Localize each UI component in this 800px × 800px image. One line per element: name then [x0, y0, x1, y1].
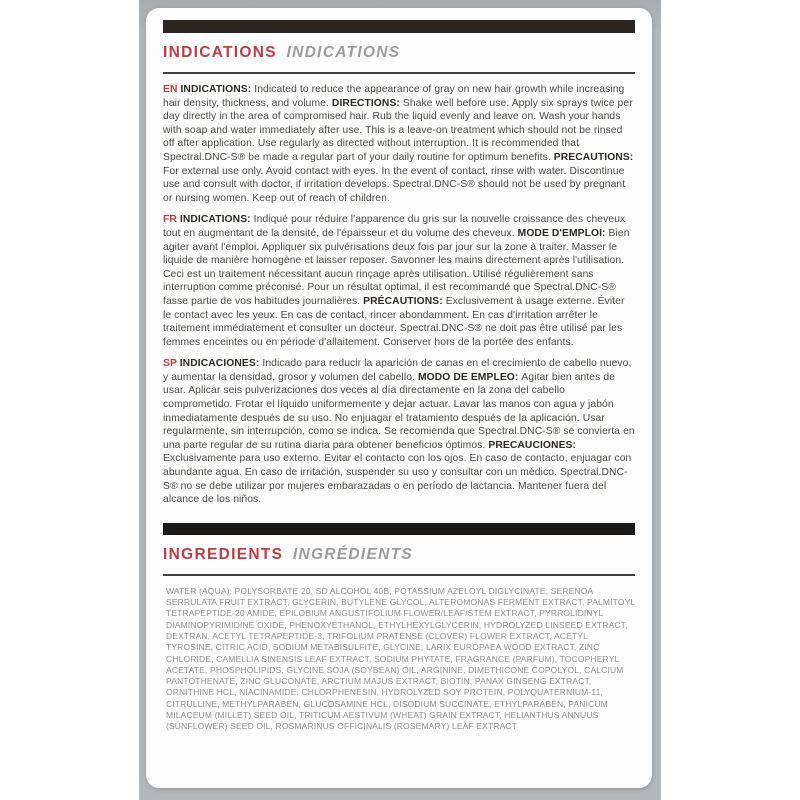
indications-paragraph-sp: SP INDICACIONES: Indicado para reducir la aparición de canas en el crecimiento de cabello nuevo, y aumentar la densidad, grosor y volumen del cabello. MODO DE EMPLEO: Agitar bien antes de usar. Aplicar seis pulverizaciones dos veces al día directamente en la zona del cabello comprometido. Frotar el líquido uniformemente y dejar actuar. Lavar las manos con agua y jabón inmediatamente después de su uso. No enjuagar el tratamiento después de la aplicación. Usar regularmente, sin interrupción, como se indica. Se recomienda que Spectral.DNC-S® se convierta en una parte regular de su rutina diaria para obtener beneficios óptimos. PRECAUCIONES: Exclusivamente para uso externo. Evitar el contacto con los ojos. En caso de contacto, enjuagar con abundante agua. En caso de irritación, suspender su uso y consultar con un médico. Spectral.DNC-S® no se debe utilizar por mujeres embarazadas o en período de lactancia. Mantener fuera del alcance de los niños.: [163, 358, 635, 506]
indications-paragraph-en: EN INDICATIONS: Indicated to reduce the appearance of gray on new hair growth while increasing hair density, thickness, and volume. DIRECTIONS: Shake well before use. Apply six sprays twice per day directly in the area of compromised hair. Rub the liquid evenly and leave on. Wash your hands with soap and water immediately after use. This is a leave-on treatment which should not be rinsed off after application. Use regularly as directed without interruption. It is recommended that Spectral.DNC-S® be made a regular part of your daily routine for optimum benefits. PRECAUTIONS: For external use only. Avoid contact with eyes. In the event of contact, rinse with water. Discontinue use and consult with doctor, if irritation develops. Spectral.DNC-S® should not be used by pregnant or nursing women. Keep out of reach of children.: [163, 84, 634, 204]
indications-heading: [163, 43, 635, 63]
heading-underline: [163, 72, 635, 74]
product-label-card: [146, 8, 652, 788]
indications-title-secondary: INDICATIONS: [286, 44, 401, 61]
section-divider-bar: [163, 523, 635, 535]
section-divider-bar: [163, 20, 635, 33]
indications-paragraph-fr: FR INDICATIONS: Indiqué pour réduire l'apparence du gris sur la nouvelle croissance des cheveux tout en augmentant de la densité, de l'épaisseur et du volume des cheveux. MODE D'EMPLOI: Bien agiter avant l'emploi. Appliquer six pulvérisations deux fois par jour sur la zone à traiter. Masser le liquide de manière homogène et laisser reposer. Savonner les mains directement après l'utilisation. Ceci est un traitement nécessitant aucun rinçage après utilisation. Utilisé régulièrement sans interruption comme préconisé. Pour un résultat optimal, il est recommandé que Spectral.DNC-S® fasse partie de vos habitudes journalières. PRÉCAUTIONS: Exclusivement à usage externe. Éviter le contact avec les yeux. En cas de contact, rincer abondamment. En cas d'irritation arrêter le traitement immédiatement et consulter un docteur. Spectral.DNC-S® ne doit pas être utilisé par les femmes enceintes ou en période d'allaitement. Conserver hors de la portée des enfants.: [163, 214, 630, 348]
heading-underline: [163, 574, 635, 576]
ingredients-title-primary: INGREDIENTS: [163, 545, 284, 563]
ingredients-section: [163, 523, 635, 733]
ingredients-title-secondary: INGRÉDIENTS: [292, 545, 414, 563]
ingredients-heading: [163, 545, 635, 565]
ingredients-list: WATER (AQUA), POLYSORBATE 20, SD ALCOHOL 40B, POTASSIUM AZELOYL DIGLYCINATE, SERENOA SERRULATA FRUIT EXTRACT, GLYCERIN, BUTYLENE GLYCOL, ALTEROMONAS FERMENT EXTRACT, PALMITOYL TETRAPEPTIDE-20 AMIDE, EPILOBIUM ANGUSTIFOLIUM FLOWER/LEAF/STEM EXTRACT, PYRROLIDINYL DIAMINOPYRIMIDINE OXIDE, PHENOXYETHANOL, ETHYLHEXYLGLYCERIN, HYDROLYZED LINSEED EXTRACT, DEXTRAN, ACETYL TETRAPEPTIDE-3, TRIFOLIUM PRATENSE (CLOVER) FLOWER EXTRACT, ACETYL TYROSINE, CITRIC ACID, SODIUM METABISULFITE, GLYCINE, LARIX EUROPAEA WOOD EXTRACT, ZINC CHLORIDE, CAMELLIA SINENSIS LEAF EXTRACT, SODIUM PHYTATE, FRAGRANCE (PARFUM), TOCOPHERYL ACETATE, PHOSPHOLIPIDS, GLYCINE SOJA (SOYBEAN) OIL, ARGININE, DIMETHICONE COPOLYOL, CALCIUM PANTOTHENATE, ZINC GLUCONATE, ARCTIUM MAJUS EXTRACT, BIOTIN, PANAX GINSENG EXTRACT, ORNITHINE HCL, NIACINAMIDE, CHLORPHENESIN, HYDROLYZED SOY PROTEIN, POLYQUATERNIUM-11, CITRULLINE, METHYLPARABEN, GLUCOSAMINE HCL, DISODIUM SUCCINATE, ETHYLPARABEN, PANICUM MILACEUM (MILLET) SEED OIL, TRITICUM AESTIVUM (WHEAT) GRAIN EXTRACT, HELIANTHUS ANNUUS (SUNFLOWER) SEED OIL, ROSMARINUS OFFICINALIS (ROSEMARY) LEAF EXTRACT: [166, 585, 635, 732]
label-backdrop: [139, 0, 661, 800]
indications-section: [163, 20, 635, 507]
indications-title-primary: INDICATIONS: [163, 44, 277, 61]
